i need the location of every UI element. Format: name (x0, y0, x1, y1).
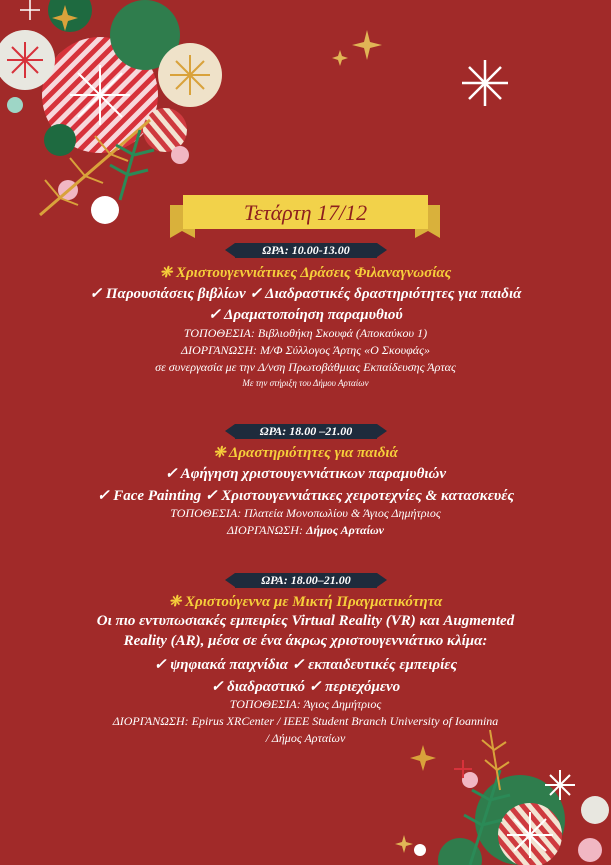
sparkle-icon (352, 30, 382, 60)
event-3-line-4: ✓ διαδραστικό ✓ περιεχόμενο (210, 679, 401, 695)
day-banner-label: Τετάρτη 17/12 (243, 200, 368, 225)
time-band-1: ΩΡΑ: 10.00-13.00 (235, 243, 377, 258)
event-3-organizer-cont: / Δήμος Αρταίων (265, 731, 346, 745)
snowflake-icon (462, 60, 508, 106)
time-band-2: ΩΡΑ: 18.00 –21.00 (235, 424, 377, 439)
event-2-organizer-label: ΔΙΟΡΓΑΝΩΣΗ: (227, 523, 306, 537)
event-3-title: ❈ Χριστούγεννα με Μικτή Πραγματικότητα (168, 594, 443, 610)
event-1-line-2: ✓ Δραματοποίηση παραμυθιού (208, 307, 403, 323)
event-3-location: ΤΟΠΟΘΕΣΙΑ: Άγιος Δημήτριος (229, 697, 382, 711)
ornament-cluster-top-left (0, 0, 222, 224)
event-3-organizer: ΔΙΟΡΓΑΝΩΣΗ: Epirus XRCenter / IEEE Student Branch University of Ioannina (112, 714, 499, 728)
event-2-organizer-name: Δήμος Αρταίων (305, 523, 384, 537)
event-1-support: Με την στήριξη του Δήμου Αρταίων (242, 378, 369, 388)
time-band-3: ΩΡΑ: 18.00–21.00 (235, 573, 377, 588)
event-3-line-1: Οι πιο εντυπωσιακές εμπειρίες Virtual Reality (VR) και Augmented (96, 613, 515, 629)
sparkle-icon (332, 50, 348, 66)
event-2-line-2: ✓ Face Painting ✓ Χριστουγεννιάτικες χειροτεχνίες & κατασκευές (96, 488, 515, 504)
event-2-organizer (0, 523, 611, 538)
event-3-line-3: ✓ ψηφιακά παιχνίδια ✓ εκπαιδευτικές εμπειρίες (153, 657, 458, 673)
event-1-extra: σε συνεργασία με την Δ/νση Πρωτοβάθμιας Εκπαίδευσης Άρτας (155, 360, 456, 374)
event-3-line-2: Reality (AR), μέσα σε ένα άκρως χριστουγεννιάτικο κλίμα: (123, 633, 488, 649)
event-1-title: ❈ Χριστουγεννιάτικες Δράσεις Φιλαναγνωσίας (159, 265, 452, 281)
ornament-cluster-bottom-right (395, 730, 609, 865)
event-1-location: ΤΟΠΟΘΕΣΙΑ: Βιβλιοθήκη Σκουφά (Αποκαύκου 1) (183, 326, 428, 340)
event-1-line-1: ✓ Παρουσιάσεις βιβλίων ✓ Διαδραστικές δραστηριότητες για παιδιά (89, 286, 522, 302)
event-2-line-1: ✓ Αφήγηση χριστουγεννιάτικων παραμυθιών (164, 466, 447, 482)
event-2-location: ΤΟΠΟΘΕΣΙΑ: Πλατεία Μονοπωλίου & Άγιος Δημήτριος (170, 506, 441, 520)
event-2-title: ❈ Δραστηριότητες για παιδιά (213, 445, 398, 461)
event-1-organizer: ΔΙΟΡΓΑΝΩΣΗ: Μ/Φ Σύλλογος Άρτης «Ο Σκουφάς» (181, 343, 430, 357)
